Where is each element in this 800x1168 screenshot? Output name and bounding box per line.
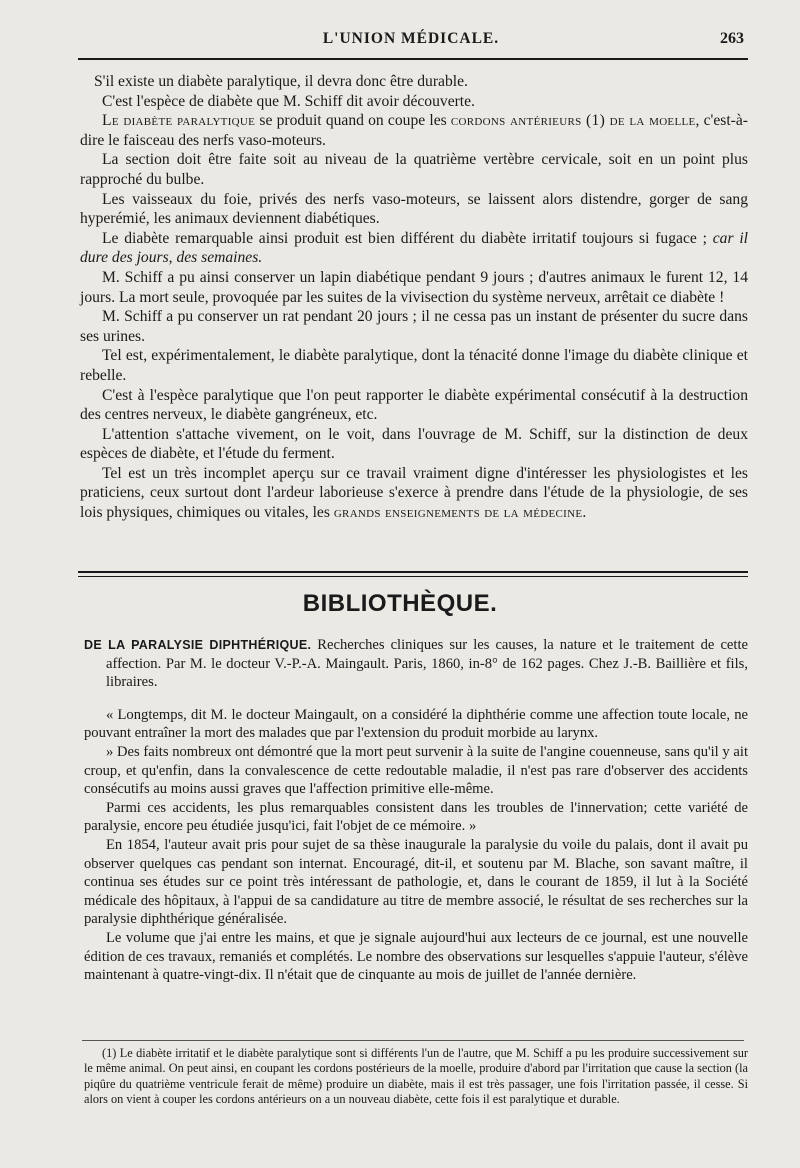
header-rule <box>78 58 748 60</box>
paragraph-text: se produit quand on coupe les <box>255 112 451 130</box>
footnote <box>84 1046 748 1108</box>
section-rule-thin <box>78 576 748 577</box>
footnote-rule <box>82 1040 744 1041</box>
paragraph: La section doit être faite soit au niveau de la quatrième vertèbre cervicale, soit en un point plus rapproché du bulbe. <box>80 151 748 188</box>
section-rule-thick <box>78 571 748 573</box>
paragraph <box>80 464 748 523</box>
term-diabete-paralytique: Le diabète paralytique <box>102 112 256 130</box>
paragraph: Les vaisseaux du foie, privés des nerfs vaso-moteurs, se laissent alors distendre, gorger de sang hyperémié, les animaux deviennent diabétiques. <box>80 190 748 228</box>
term-grands-enseignements: grands enseignements de la médecine <box>333 504 583 522</box>
paragraph-text: . <box>582 504 587 522</box>
paragraph: M. Schiff a pu conserver un rat pendant 20 jours ; il ne cessa pas un instant de présenter du sucre dans ses urines. <box>80 308 748 345</box>
book-reference <box>84 636 748 692</box>
section-title: BIBLIOTHÈQUE. <box>302 590 498 617</box>
review-paragraph: Le volume que j'ai entre les mains, et que je signale aujourd'hui aux lecteurs de ce journal, est une nouvelle édition de ces travaux, remaniés et complétés. Le nombre des observations sur lesquelles s'appuie l'auteur, s'élève maintenant à quatre-vingt-dix. Il n'était que de cinquante au mois de juillet de l'année dernière. <box>84 929 748 984</box>
paragraph-text: , c'est-à-dire le faisceau des nerfs vaso-moteurs. <box>80 112 748 149</box>
paragraph: S'il existe un diabète paralytique, il devra donc être durable. <box>94 73 468 90</box>
book-details: Recherches cliniques sur les causes, la nature et le traitement de cette affection. Par M. le docteur V.-P.-A. Maingault. Paris, 1860, in-8° de 162 pages. Chez J.-B. Baillière et fils, libraires. <box>106 637 748 691</box>
term-cordons-anterieurs: cordons antérieurs (1) de la moelle <box>450 112 696 130</box>
paragraph: M. Schiff a pu ainsi conserver un lapin diabétique pendant 9 jours ; d'autres animaux le furent 12, 14 jours. La mort seule, provoquée par les suites de la vivisection du système nerveux, arrêtait ce diabète ! <box>80 268 748 306</box>
journal-title: L'UNION MÉDICALE. <box>322 30 500 47</box>
paragraph-text: Le diabète remarquable ainsi produit est bien différent du diabète irritatif toujours si fugace ; <box>102 229 713 247</box>
review-paragraph: En 1854, l'auteur avait pris pour sujet de sa thèse inaugurale la paralysie du voile du palais, dont il avait pu observer quelques cas pendant son internat. Encouragé, dit-il, et soutenu par M. Blache, son savant maître, il continua ses études sur ce point très intéressant de pathologie, et, dans le courant de 1859, il lut à la Société médicale des hôpitaux, à l'appui de sa candidature au titre de membre associé, le résultat de ses recherches sur la paralysie diphthérique généralisée. <box>84 836 748 928</box>
footnote-text: (1) Le diabète irritatif et le diabète paralytique sont si différents l'un de l'autre, que M. Schiff a pu les produire successivement sur le même animal. On peut ainsi, en coupant les cordons postérieurs de la moelle, produire d'abord par l'irritation que cause la section (la piqûre du quatrième ventricule ferait de même) produire un diabète, mais il est très passager, une fois l'irritation passée, il cesse. Si alors on vient à couper les cordons antérieurs on a un nouveau diabète, cette fois il est paralytique et durable. <box>84 1046 748 1107</box>
running-header <box>78 30 744 56</box>
paragraph: Tel est, expérimentalement, le diabète paralytique, dont la ténacité donne l'image du diabète clinique et rebelle. <box>80 347 748 384</box>
quote-paragraph: « Longtemps, dit M. le docteur Maingault, on a considéré la diphthérie comme une affection toute locale, ne pouvant entraîner la mort des malades que par l'extension du produit morbide au larynx. <box>84 706 748 742</box>
article-body <box>80 72 748 523</box>
paragraph <box>80 111 748 150</box>
paragraph: L'attention s'attache vivement, on le voit, dans l'ouvrage de M. Schiff, sur la distinction de deux espèces de diabète, et l'étude du ferment. <box>80 425 748 463</box>
paragraph: C'est à l'espèce paralytique que l'on peut rapporter le diabète expérimental consécutif à la destruction des centres nerveux, le diabète gangréneux, etc. <box>80 386 748 424</box>
page-number: 263 <box>720 30 744 47</box>
author-quote <box>84 706 748 836</box>
emphasis-text: car il dure des jours, des semaines. <box>80 229 748 267</box>
quote-paragraph: » Des faits nombreux ont démontré que la mort peut survenir à la suite de l'angine couenneuse, sans qu'il y ait croup, et qu'enfin, dans la convalescence de cette redoutable maladie, il n'est pas rare d'observer des accidents consécutifs au moins aussi graves que l'affection primitive elle-même. <box>84 743 748 798</box>
bibliography-section <box>84 636 748 985</box>
paragraph-text: Tel est un très incomplet aperçu sur ce travail vraiment digne d'intéresser les physiologistes et les praticiens, ceux surtout dont l'ardeur laborieuse s'exerce à prendre dans l'étude de la physiologie, de ses lois physiques, chimiques ou vitales, les <box>80 464 748 522</box>
book-title: DE LA PARALYSIE DIPHTHÉRIQUE. <box>84 638 312 652</box>
quote-paragraph: Parmi ces accidents, les plus remarquables consistent dans les troubles de l'innervation; cette variété de paralysie, encore peu étudiée jusqu'ici, fait l'objet de ce mémoire. » <box>84 799 748 835</box>
paragraph: C'est l'espèce de diabète que M. Schiff dit avoir découverte. <box>102 92 475 110</box>
paragraph <box>80 229 748 268</box>
